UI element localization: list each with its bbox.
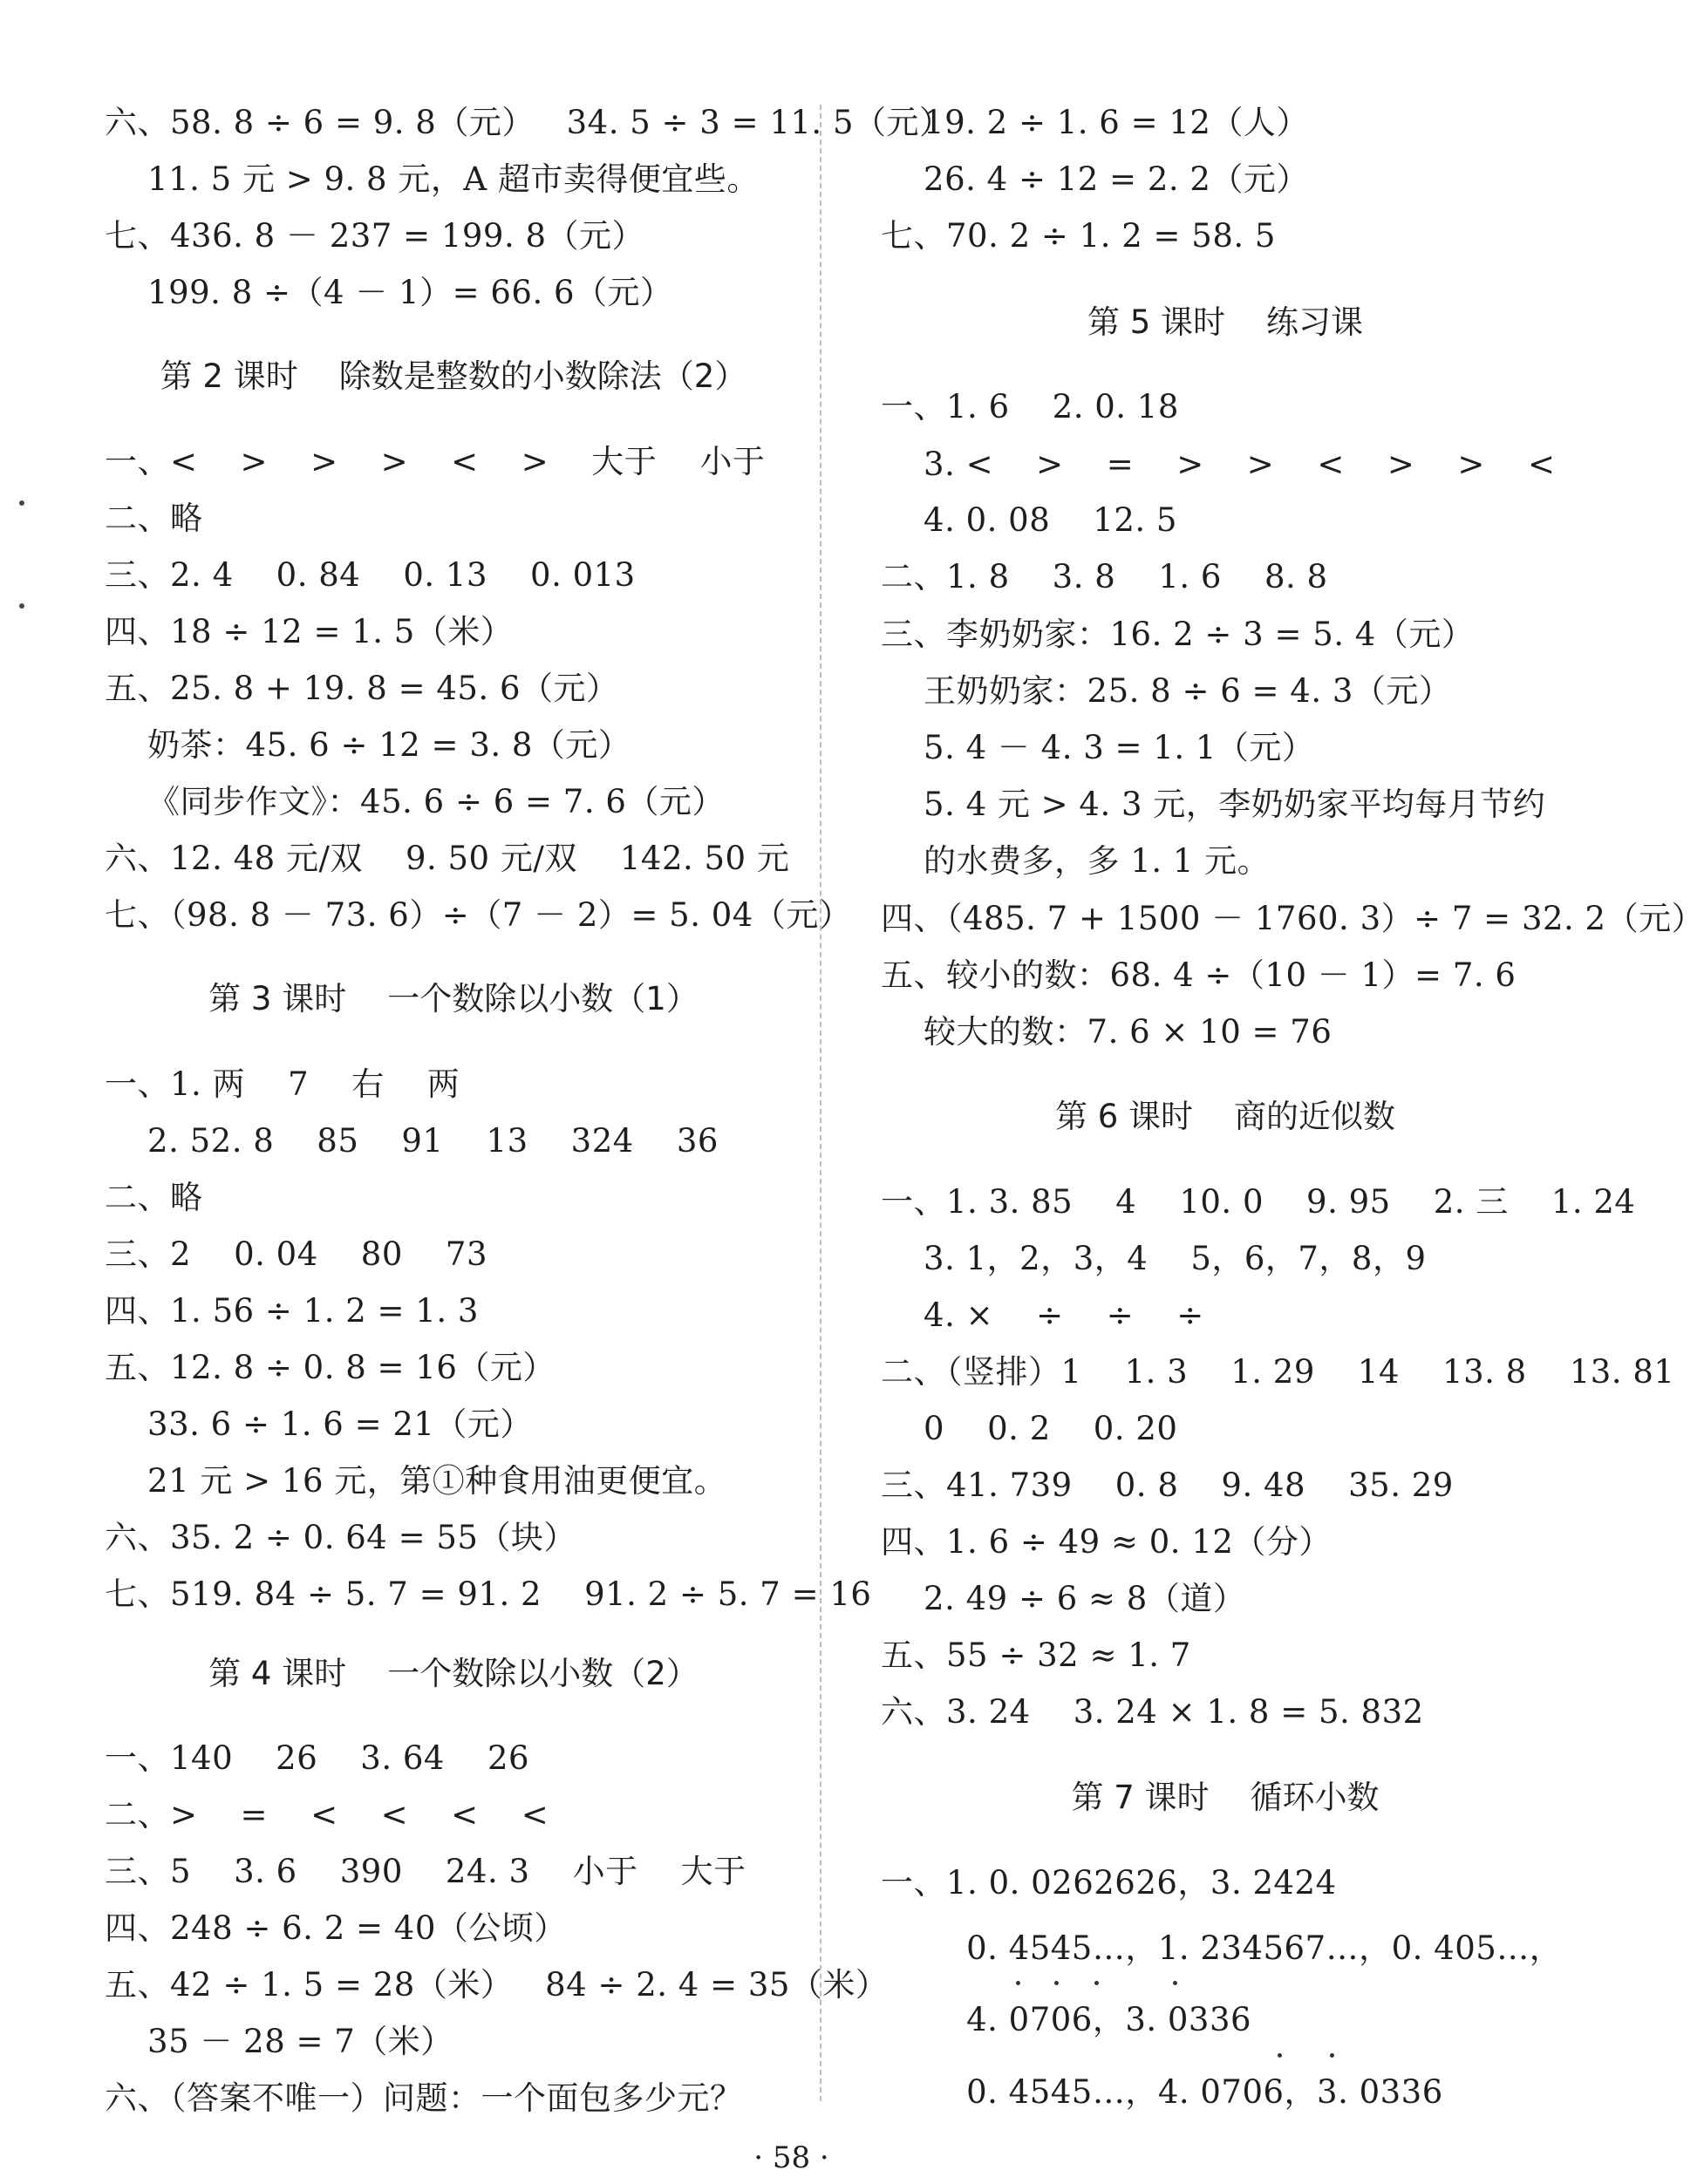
repeating-dot-mark bbox=[1054, 1981, 1059, 1985]
answer-line: 二、略 bbox=[105, 1179, 203, 1216]
answer-line: 二、略 bbox=[105, 500, 203, 537]
answer-line: 一、1. 3. 85 4 10. 0 9. 95 2. 三 1. 24 bbox=[881, 1183, 1636, 1221]
section-heading: 第 6 课时 商的近似数 bbox=[1054, 1098, 1396, 1135]
answer-line: 一、1. 两 7 右 两 bbox=[105, 1065, 460, 1103]
section-heading: 第 3 课时 一个数除以小数（1） bbox=[208, 980, 699, 1017]
answer-line: 三、5 3. 6 390 24. 3 小于 大于 bbox=[105, 1853, 746, 1890]
answer-line: 3. < > = > > < > > < bbox=[881, 446, 1556, 483]
answer-line: 一、140 26 3. 64 26 bbox=[105, 1739, 530, 1777]
answer-line: 四、248 ÷ 6. 2 = 40（公顷） bbox=[105, 1909, 567, 1947]
answer-line: 五、较小的数：68. 4 ÷（10 － 1）= 7. 6 bbox=[881, 956, 1517, 994]
answer-line: 3. 1，2，3，4 5，6，7，8，9 bbox=[881, 1240, 1427, 1277]
repeating-dot-mark bbox=[1173, 1981, 1177, 1985]
answer-line: 六、58. 8 ÷ 6 = 9. 8（元） 34. 5 ÷ 3 = 11. 5（元） bbox=[105, 104, 952, 141]
answer-line: 一、< > > > < > 大于 小于 bbox=[105, 443, 766, 480]
section-heading: 第 2 课时 除数是整数的小数除法（2） bbox=[160, 357, 747, 395]
answer-line: 四、18 ÷ 12 = 1. 5（米） bbox=[105, 613, 514, 650]
answer-line: 三、李奶奶家：16. 2 ÷ 3 = 5. 4（元） bbox=[881, 616, 1475, 653]
answer-line: 奶茶：45. 6 ÷ 12 = 3. 8（元） bbox=[105, 726, 631, 764]
answer-line: 21 元 > 16 元，第①种食用油更便宜。 bbox=[105, 1462, 727, 1500]
answer-line: 0 0. 2 0. 20 bbox=[881, 1410, 1178, 1447]
section-heading: 第 7 课时 循环小数 bbox=[1071, 1779, 1380, 1816]
answer-line: 的水费多，多 1. 1 元。 bbox=[881, 842, 1271, 880]
answer-line: 五、12. 8 ÷ 0. 8 = 16（元） bbox=[105, 1349, 556, 1386]
answer-line: 2. 52. 8 85 91 13 324 36 bbox=[105, 1122, 719, 1160]
answer-line: 11. 5 元 > 9. 8 元，A 超市卖得便宜些。 bbox=[105, 160, 760, 198]
answer-line: 六、（答案不唯一）问题：一个面包多少元？ bbox=[105, 2079, 743, 2117]
answer-line: 5. 4 元 > 4. 3 元，李奶奶家平均每月节约 bbox=[881, 786, 1546, 823]
answer-line: 五、55 ÷ 32 ≈ 1. 7 bbox=[881, 1636, 1191, 1674]
answer-line: 一、1. 6 2. 0. 18 bbox=[881, 388, 1179, 425]
repeating-dot-mark bbox=[1330, 2053, 1334, 2058]
answer-line: 199. 8 ÷（4 － 1）= 66. 6（元） bbox=[105, 274, 673, 311]
answer-line: 七、436. 8 － 237 = 199. 8（元） bbox=[105, 217, 645, 255]
answer-line: 三、2 0. 04 80 73 bbox=[105, 1235, 487, 1273]
repeating-dot-mark bbox=[1094, 1981, 1099, 1985]
answer-line: 王奶奶家：25. 8 ÷ 6 = 4. 3（元） bbox=[881, 672, 1452, 710]
answer-line: 三、41. 739 0. 8 9. 48 35. 29 bbox=[881, 1466, 1454, 1504]
answer-line: 六、12. 48 元/双 9. 50 元/双 142. 50 元 bbox=[105, 840, 790, 877]
answer-line: 四、（485. 7 + 1500 － 1760. 3）÷ 7 = 32. 2（元） bbox=[881, 900, 1704, 937]
answer-line: 一、1. 0. 0262626，3. 2424 bbox=[881, 1864, 1337, 1902]
answer-line: 四、1. 6 ÷ 49 ≈ 0. 12（分） bbox=[881, 1523, 1332, 1561]
answer-line: 《同步作文》：45. 6 ÷ 6 = 7. 6（元） bbox=[105, 783, 725, 820]
answer-line: 4. × ÷ ÷ ÷ bbox=[881, 1296, 1204, 1334]
column-divider bbox=[820, 105, 821, 2101]
answer-line: 六、3. 24 3. 24 × 1. 8 = 5. 832 bbox=[881, 1693, 1424, 1731]
margin-dot bbox=[19, 603, 24, 609]
repeating-dot-mark bbox=[1278, 2053, 1282, 2058]
answer-line: 六、35. 2 ÷ 0. 64 = 55（块） bbox=[105, 1519, 576, 1556]
answer-line: 二、（竖排）1 1. 3 1. 29 14 13. 8 13. 81 bbox=[881, 1353, 1675, 1391]
answer-line: 26. 4 ÷ 12 = 2. 2（元） bbox=[881, 160, 1309, 198]
answer-line: 0. 4545…，4. 0706，3. 0336 bbox=[881, 2073, 1443, 2111]
answer-line: 35 － 28 = 7（米） bbox=[105, 2023, 453, 2060]
answer-line: 七、（98. 8 － 73. 6）÷（7 － 2）= 5. 04（元） bbox=[105, 896, 852, 934]
answer-line: 0. 4545…，1. 234567…，0. 405…， bbox=[881, 1929, 1563, 1967]
margin-dot bbox=[19, 500, 24, 506]
answer-line: 二、> = < < < < bbox=[105, 1796, 549, 1834]
answer-line: 二、1. 8 3. 8 1. 6 8. 8 bbox=[881, 558, 1328, 595]
answer-line: 较大的数：7. 6 × 10 = 76 bbox=[881, 1013, 1333, 1051]
section-heading: 第 5 课时 练习课 bbox=[1087, 303, 1364, 341]
answer-line: 五、42 ÷ 1. 5 = 28（米） 84 ÷ 2. 4 = 35（米） bbox=[105, 1966, 889, 2004]
answer-line: 五、25. 8 + 19. 8 = 45. 6（元） bbox=[105, 670, 619, 707]
answer-line: 2. 49 ÷ 6 ≈ 8（道） bbox=[881, 1580, 1246, 1617]
section-heading: 第 4 课时 一个数除以小数（2） bbox=[208, 1655, 699, 1692]
answer-line: 七、519. 84 ÷ 5. 7 = 91. 2 91. 2 ÷ 5. 7 = 16 bbox=[105, 1575, 872, 1613]
answer-line: 4. 0706，3. 0336 bbox=[881, 2001, 1252, 2038]
answer-line: 19. 2 ÷ 1. 6 = 12（人） bbox=[881, 104, 1309, 141]
answer-line: 三、2. 4 0. 84 0. 13 0. 013 bbox=[105, 556, 636, 594]
answer-line: 四、1. 56 ÷ 1. 2 = 1. 3 bbox=[105, 1292, 479, 1330]
answer-line: 5. 4 － 4. 3 = 1. 1（元） bbox=[881, 729, 1315, 766]
repeating-dot-mark bbox=[1016, 1981, 1020, 1985]
answer-line: 七、70. 2 ÷ 1. 2 = 58. 5 bbox=[881, 217, 1276, 255]
answer-line: 4. 0. 08 12. 5 bbox=[881, 501, 1177, 539]
answer-line: 33. 6 ÷ 1. 6 = 21（元） bbox=[105, 1405, 533, 1443]
page-number: · 58 · bbox=[753, 2140, 829, 2175]
